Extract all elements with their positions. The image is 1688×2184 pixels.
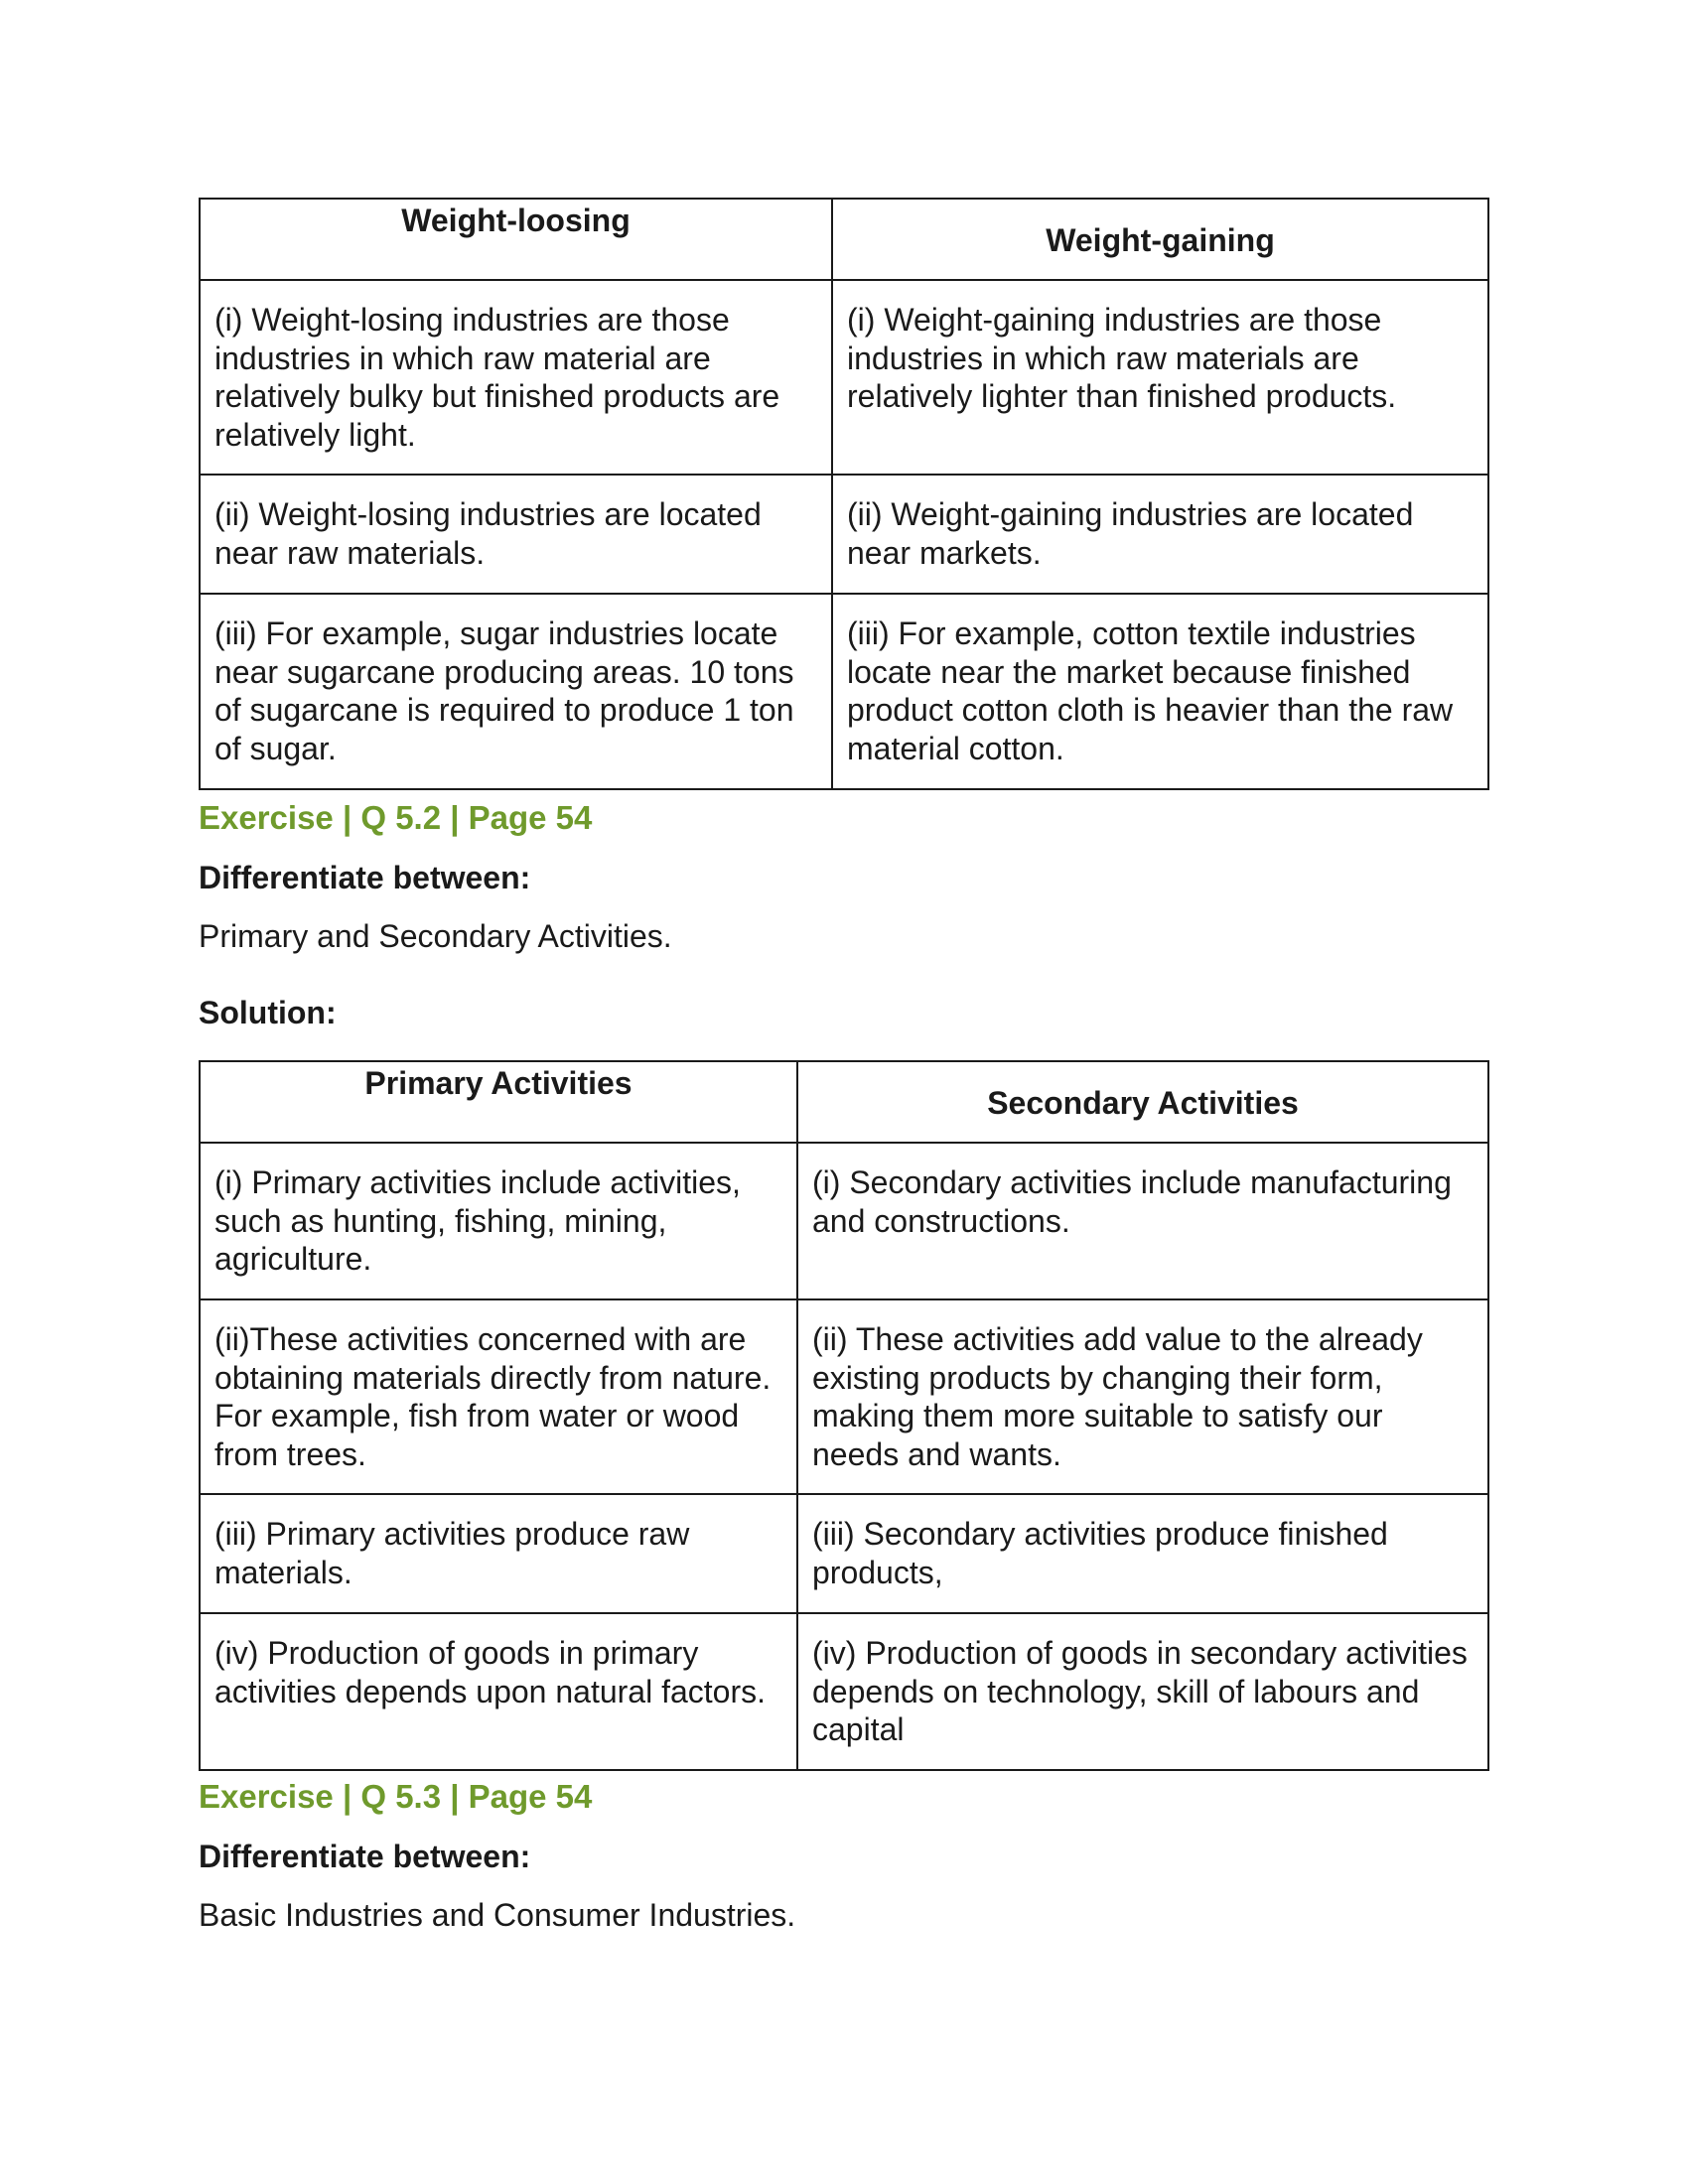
table-row (200, 594, 1488, 789)
table-row (200, 475, 1488, 594)
column-header-primary-activities: Primary Activities (200, 1061, 797, 1143)
question-text-q53: Basic Industries and Consumer Industries. (199, 1897, 796, 1933)
table-cell: (iii) For example, cotton textile industries locate near the market because finished product cotton cloth is heavier than the raw material cotton. (832, 594, 1488, 789)
question-text-q52: Primary and Secondary Activities. (199, 918, 672, 954)
table-row (200, 1299, 1488, 1494)
table-cell: (i) Weight-losing industries are those industries in which raw material are relatively bulky but finished products are relatively light. (200, 280, 832, 475)
table-cell: (iii) Secondary activities produce finished products, (797, 1494, 1488, 1613)
table-row (200, 1613, 1488, 1770)
table-row (200, 1143, 1488, 1299)
table-header-row (200, 1061, 1488, 1143)
table-cell: (i) Secondary activities include manufacturing and constructions. (797, 1143, 1488, 1299)
table-row (200, 1494, 1488, 1613)
table-header-row (200, 199, 1488, 280)
differentiate-label-q53: Differentiate between: (199, 1839, 531, 1874)
solution-label: Solution: (199, 995, 337, 1030)
table-cell: (ii) Weight-gaining industries are located near markets. (832, 475, 1488, 594)
table-cell: (i) Weight-gaining industries are those industries in which raw materials are relatively lighter than finished products. (832, 280, 1488, 475)
table-row (200, 280, 1488, 475)
exercise-heading-q53: Exercise | Q 5.3 | Page 54 (199, 1778, 593, 1815)
table-cell: (iii) Primary activities produce raw materials. (200, 1494, 797, 1613)
table-cell: (iv) Production of goods in primary activities depends upon natural factors. (200, 1613, 797, 1770)
table-cell: (ii)These activities concerned with are obtaining materials directly from nature. For example, fish from water or wood from trees. (200, 1299, 797, 1494)
table-cell: (iv) Production of goods in secondary activities depends on technology, skill of labours and capital (797, 1613, 1488, 1770)
table-cell: (ii) These activities add value to the already existing products by changing their form, making them more suitable to satisfy our needs and wants. (797, 1299, 1488, 1494)
table-cell: (ii) Weight-losing industries are located near raw materials. (200, 475, 832, 594)
weight-comparison-table (199, 198, 1489, 790)
differentiate-label-q52: Differentiate between: (199, 860, 531, 895)
column-header-weight-loosing: Weight-loosing (200, 199, 832, 280)
table-cell: (i) Primary activities include activities, such as hunting, fishing, mining, agriculture. (200, 1143, 797, 1299)
activities-comparison-table (199, 1060, 1489, 1771)
table-cell: (iii) For example, sugar industries locate near sugarcane producing areas. 10 tons of sugarcane is required to produce 1 ton of sugar. (200, 594, 832, 789)
column-header-secondary-activities: Secondary Activities (797, 1061, 1488, 1143)
exercise-heading-q52: Exercise | Q 5.2 | Page 54 (199, 799, 593, 836)
column-header-weight-gaining: Weight-gaining (832, 199, 1488, 280)
